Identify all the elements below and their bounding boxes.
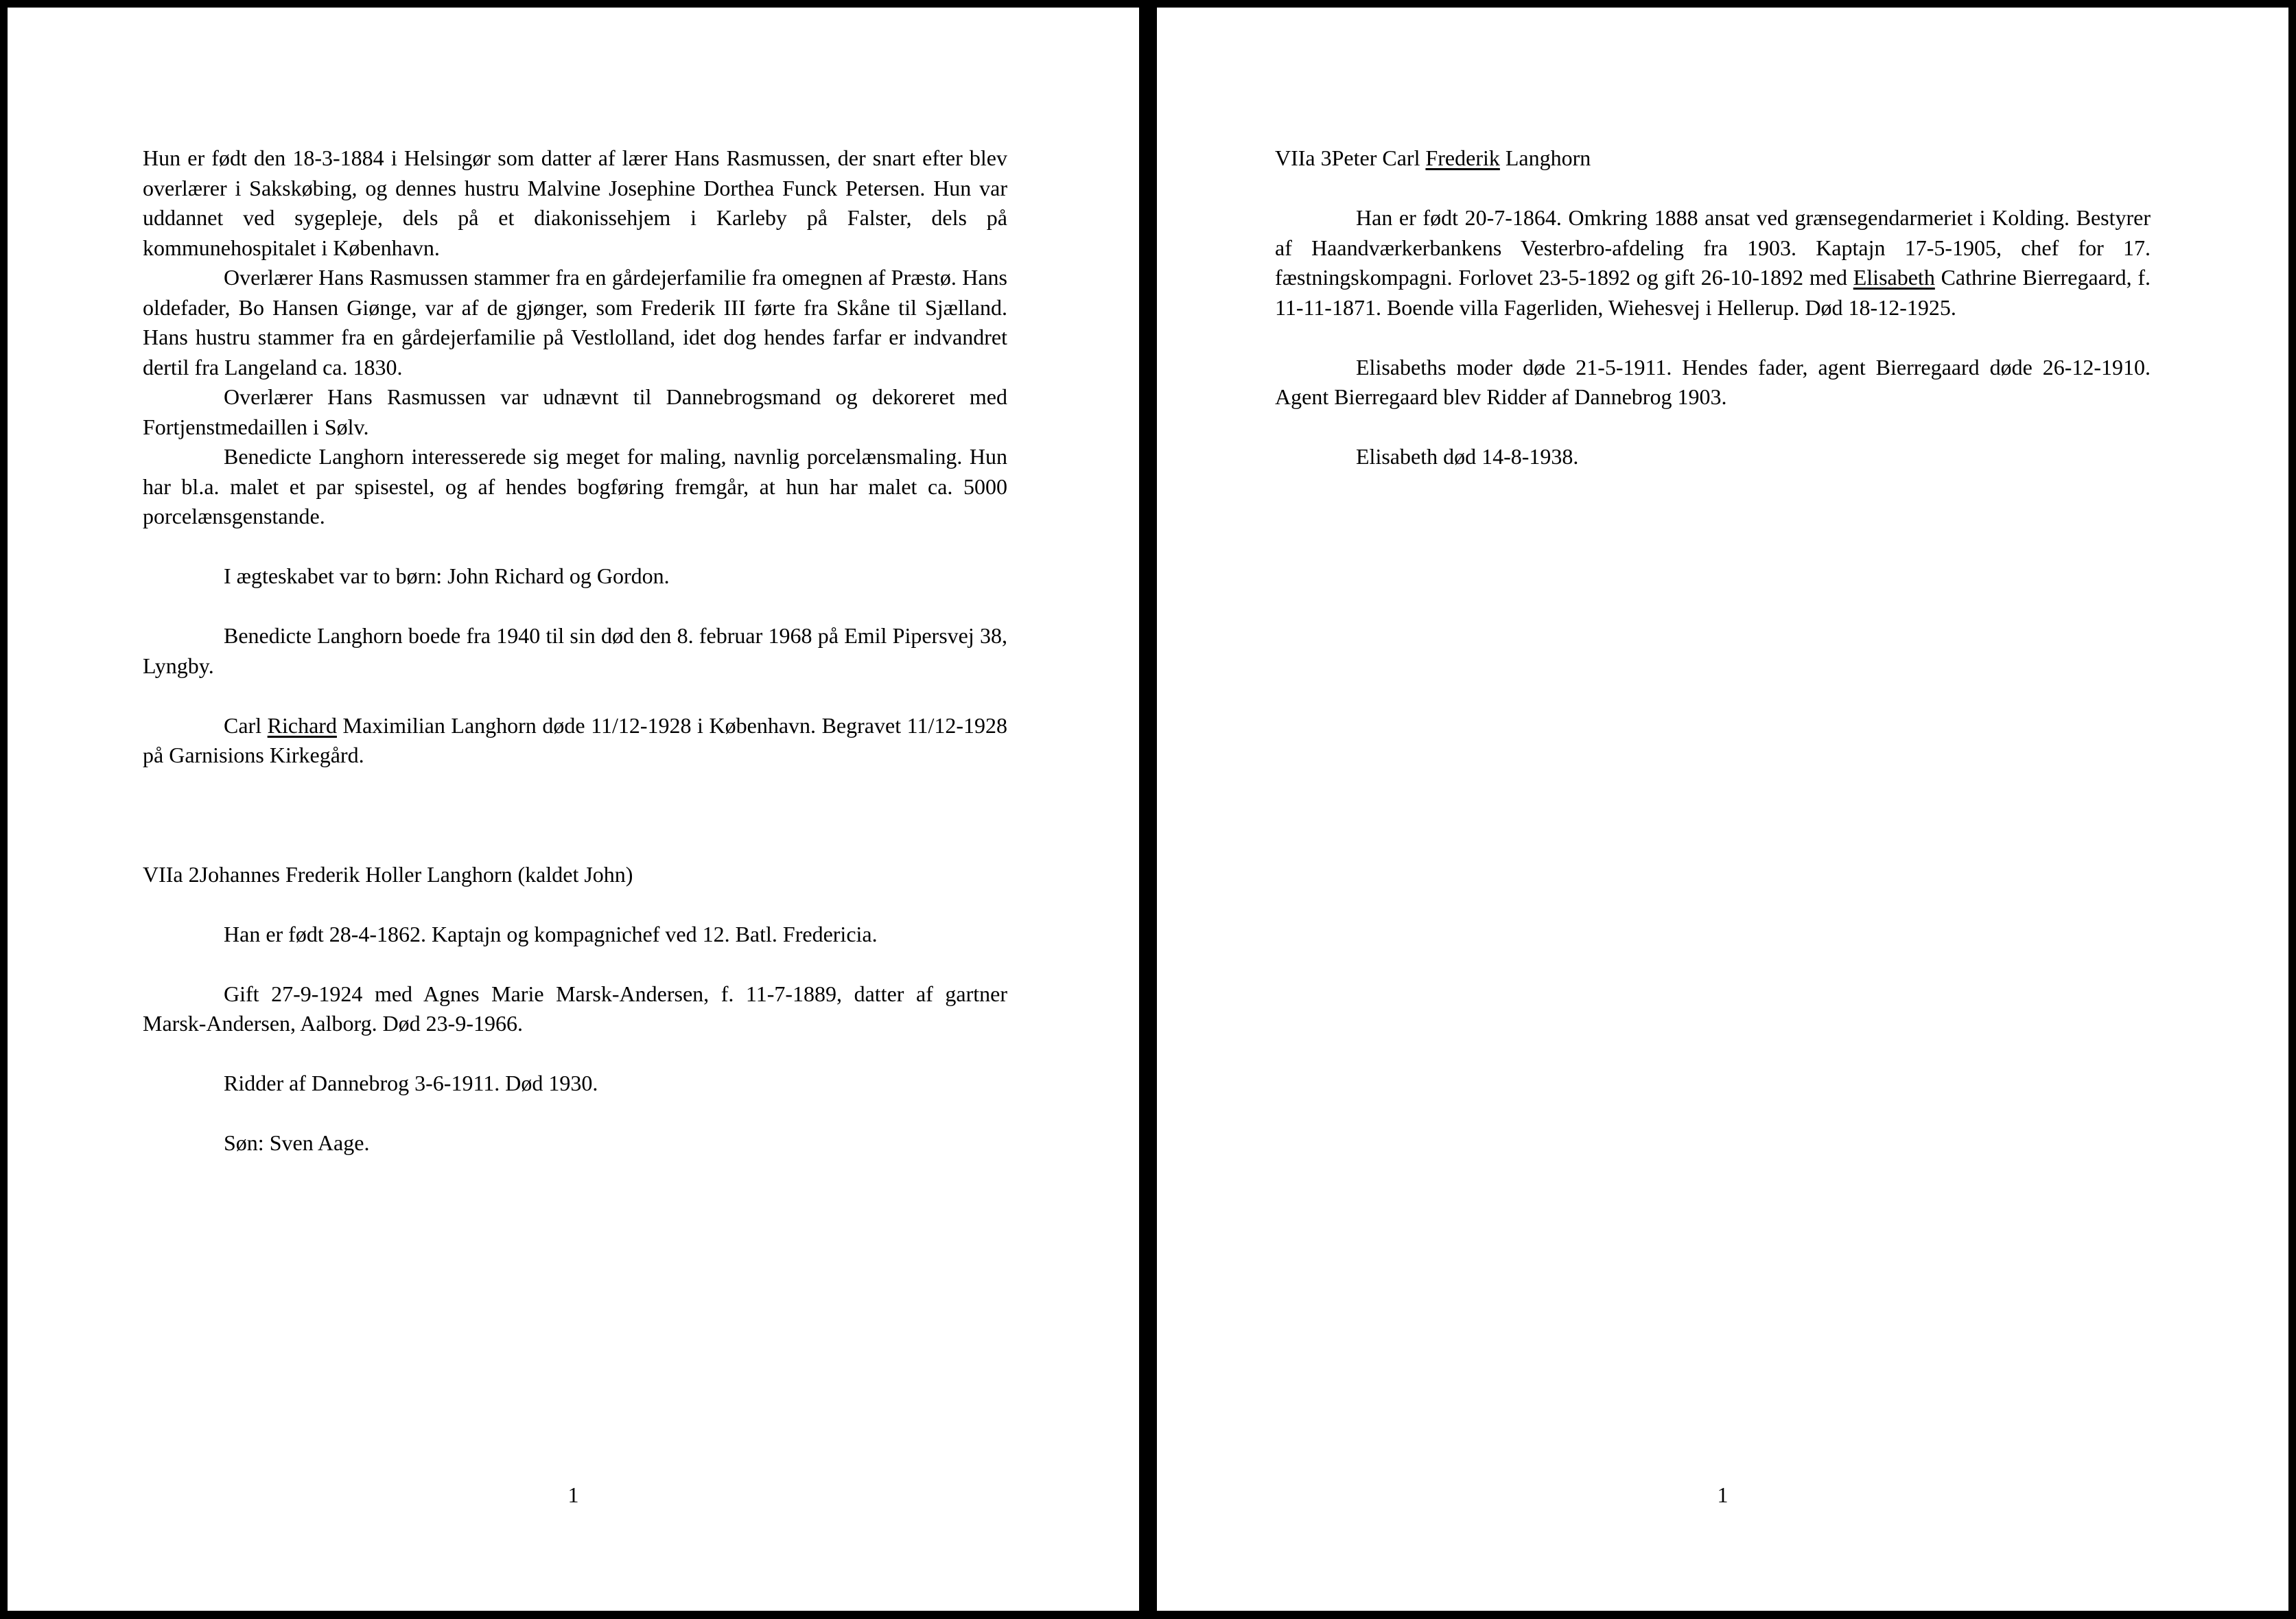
section-heading-johannes: VIIa 2Johannes Frederik Holler Langhorn (kaldet John) [143,861,633,887]
biography-text-before: Han er født 20-7-1864. Omkring 1888 ansat ved grænsegendarmeriet i Kolding. Bestyrer af Haandværkerbankens Vesterbro-afdeling fra 1903. Kaptajn 17-5-1905, chef for 17. fæstningskompagni. Forlovet 23-5-1892 og gift 26-10-1892 med [1275,205,2151,290]
burial-text-after: Maximilian Langhorn døde 11/12-1928 i København. Begravet 11/12-1928 på Garnisions Kirkegård. [143,712,1007,767]
right-page-body [1275,143,2151,472]
paragraph-residence: Benedicte Langhorn boede fra 1940 til sin død den 8. februar 1968 på Emil Pipersvej 38, Lyngby. [143,623,1007,678]
paragraph-johannes-son: Søn: Sven Aage. [224,1130,370,1155]
heading-text-before: VIIa 3Peter Carl [1275,145,1426,170]
paragraph-children: I ægteskabet var to børn: John Richard og Gordon. [224,563,670,588]
paragraph-johannes-knight: Ridder af Dannebrog 3-6-1911. Død 1930. [224,1071,598,1095]
left-page-body [143,143,1007,1158]
paragraph-father-origin: Overlærer Hans Rasmussen stammer fra en gårdejerfamilie fra omegnen af Præstø. Hans oldefader, Bo Hansen Giønge, var af de gjønger, som Frederik III førte fra Skåne til Sjælland. Hans hustru stammer fra en gårdejerfamilie på Vestlolland, idet dog hendes farfar er indvandret dertil fra Langeland ca. 1830. [143,265,1007,380]
right-page [1157,8,2288,1611]
burial-text-before: Carl [224,712,268,738]
left-page-number: 1 [567,1482,579,1507]
underlined-name-richard: Richard [267,712,337,738]
paragraph-birth: Hun er født den 18-3-1884 i Helsingør som datter af lærer Hans Rasmussen, der snart efter blev overlærer i Sakskøbing, og dennes hustru Malvine Josephine Dorthea Funck Petersen. Hun var uddannet ved sygepleje, dels på et diakonissehjem i Karleby på Falster, dels på kommunehospitalet i København. [143,145,1007,260]
paragraph-decoration: Overlærer Hans Rasmussen var udnævnt til Dannebrogsmand og dekoreret med Fortjenstmedaillen i Sølv. [143,384,1007,439]
heading-text-after: Langhorn [1499,145,1591,170]
paragraph-elisabeth-death: Elisabeth død 14-8-1938. [1356,444,1579,469]
paragraph-johannes-birth: Han er født 28-4-1862. Kaptajn og kompagnichef ved 12. Batl. Fredericia. [224,921,878,946]
underlined-name-elisabeth: Elisabeth [1853,265,1935,290]
underlined-name-frederik: Frederik [1425,145,1500,170]
right-page-number: 1 [1717,1482,1729,1507]
paragraph-johannes-marriage: Gift 27-9-1924 med Agnes Marie Marsk-Andersen, f. 11-7-1889, datter af gartner Marsk-Andersen, Aalborg. Død 23-9-1966. [143,981,1007,1036]
paragraph-peter-biography [1275,203,2151,323]
paragraph-porcelain: Benedicte Langhorn interesserede sig meget for maling, navnlig porcelænsmaling. Hun har bl.a. malet et par spisestel, og af hendes bogføring fremgår, at hun har malet ca. 5000 porcelænsgenstande. [143,444,1007,528]
biography-text-after: Cathrine Bierregaard, f. 11-11-1871. Boende villa Fagerliden, Wiehesvej i Hellerup. Død 18-12-1925. [1275,265,2151,320]
section-heading-peter [1275,143,2151,174]
paragraph-burial [143,711,1007,771]
paragraph-elisabeth-parents: Elisabeths moder døde 21-5-1911. Hendes fader, agent Bierregaard døde 26-12-1910. Agent Bierregaard blev Ridder af Dannebrog 1903. [1275,354,2151,409]
left-page [8,8,1139,1611]
